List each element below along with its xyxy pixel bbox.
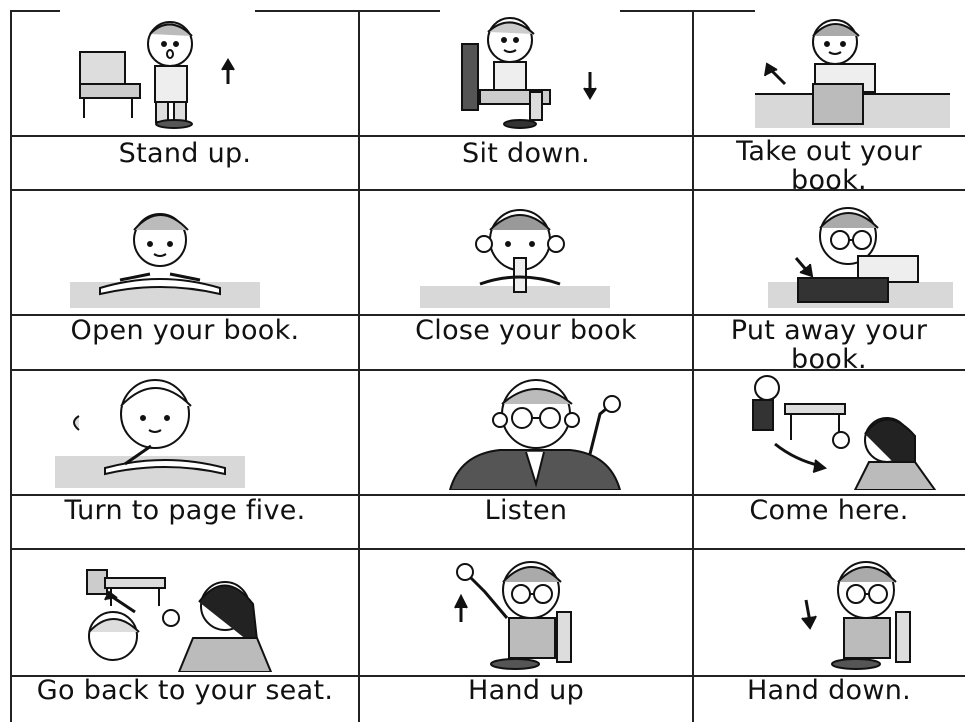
card-9-picture	[745, 374, 945, 490]
child-hand-up-icon	[445, 552, 595, 672]
card-2-picture	[450, 14, 610, 132]
child-taking-out-book-icon	[755, 14, 950, 132]
card-6-caption: Put away your book.	[730, 315, 928, 375]
card-4-caption: Open your book.	[70, 315, 300, 346]
card-11-picture	[445, 552, 595, 672]
child-turning-page-icon	[55, 372, 245, 490]
child-listening-icon	[440, 374, 630, 490]
child-hand-down-icon	[790, 552, 940, 672]
card-7-caption: Turn to page five.	[64, 495, 306, 526]
card-6-picture	[768, 200, 953, 310]
card-1-picture	[70, 14, 250, 132]
card-8-picture	[440, 374, 630, 490]
card-1-caption: Stand up.	[118, 138, 252, 169]
card-3-caption: Take out your book.	[736, 136, 922, 196]
card-8-caption: Listen	[484, 495, 568, 526]
card-10-caption: Go back to your seat.	[36, 675, 334, 706]
card-11-caption: Hand up	[467, 675, 585, 706]
grid-gap	[60, 7, 255, 13]
card-2-caption: Sit down.	[462, 138, 590, 169]
teacher-sending-child-back-icon	[75, 556, 275, 672]
grid-gap	[755, 7, 965, 13]
card-12-picture	[790, 552, 940, 672]
child-putting-away-book-icon	[768, 200, 953, 310]
child-closing-book-icon	[420, 200, 610, 310]
card-5-caption: Close your book	[415, 315, 637, 346]
teacher-calling-child-icon	[745, 374, 945, 490]
grid-line	[10, 10, 12, 722]
card-9-caption: Come here.	[749, 495, 909, 526]
card-7-picture	[55, 372, 245, 490]
grid-line	[358, 10, 360, 722]
card-5-picture	[420, 200, 610, 310]
grid-line	[10, 548, 965, 550]
grid-gap	[440, 7, 620, 13]
card-3-picture	[755, 14, 950, 132]
child-sitting-down-icon	[450, 14, 610, 132]
card-4-picture	[70, 200, 260, 310]
child-opening-book-icon	[70, 200, 260, 310]
card-12-caption: Hand down.	[746, 675, 912, 706]
child-standing-up-icon	[70, 14, 250, 132]
card-10-picture	[75, 556, 275, 672]
